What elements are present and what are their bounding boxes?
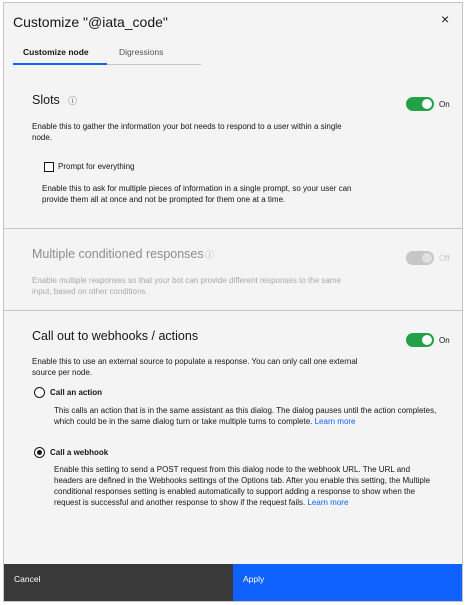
call-action-description xyxy=(54,405,439,427)
cancel-button[interactable]: Cancel xyxy=(4,564,233,601)
toggle-knob xyxy=(422,253,432,263)
multiple-responses-description: Enable multiple responses so that your bot can provide different responses to the same input, based on other conditions. xyxy=(32,276,341,296)
prompt-for-everything-checkbox[interactable] xyxy=(44,162,54,172)
multiple-responses-section xyxy=(4,229,462,311)
apply-button[interactable]: Apply xyxy=(233,564,462,601)
tab-digressions[interactable]: Digressions xyxy=(107,43,201,65)
toggle-knob xyxy=(422,99,432,109)
dialog-footer xyxy=(4,564,462,601)
webhooks-section xyxy=(4,311,462,561)
dialog-title: Customize "@iata_code" xyxy=(13,14,168,30)
customize-dialog xyxy=(3,2,463,602)
slots-description: Enable this to gather the information your bot needs to respond to a user within a single node. xyxy=(32,122,342,142)
info-icon: ⓘ xyxy=(205,250,215,260)
toggle-knob xyxy=(422,335,432,345)
call-webhook-radio[interactable] xyxy=(34,447,45,458)
prompt-for-everything-description: Enable this to ask for multiple pieces of information in a single prompt, so your user can provide them all at once and not be prompted for them one at a time. xyxy=(42,184,352,204)
call-webhook-label: Call a webhook xyxy=(50,448,109,457)
webhooks-toggle-label: On xyxy=(439,336,450,345)
slots-toggle-label: On xyxy=(439,100,450,109)
multiple-responses-toggle xyxy=(406,251,434,265)
call-action-description-text: This calls an action that is in the same assistant as this dialog. The dialog pauses until the action completes, which could be in the same dialog turn or take multiple turns to complete. xyxy=(54,406,437,426)
multiple-responses-title: Multiple conditioned responses xyxy=(32,247,204,261)
call-webhook-description-text: Enable this setting to send a POST request from this dialog node to the webhook URL. The URL and headers are defined in the Webhooks settings of the Options tab. After you enable this setting, the Multiple conditional responses setting is enabled automatically to support adding a response to show when the request is successful and another response to show if the request fails. xyxy=(54,465,431,507)
tab-list xyxy=(13,43,201,65)
call-action-label: Call an action xyxy=(50,388,103,397)
close-icon[interactable]: × xyxy=(441,11,450,27)
slots-title: Slots xyxy=(32,93,60,107)
call-action-learn-more-link[interactable]: Learn more xyxy=(314,417,356,426)
multiple-responses-toggle-label: Off xyxy=(439,254,450,263)
radio-dot xyxy=(37,450,42,455)
dialog-header xyxy=(4,3,462,69)
call-webhook-description xyxy=(54,464,439,508)
info-icon[interactable]: ⓘ xyxy=(68,96,78,106)
slots-section xyxy=(4,69,462,229)
webhooks-description: Enable this to use an external source to populate a response. You can only call one external source per node. xyxy=(32,357,358,377)
slots-toggle[interactable] xyxy=(406,97,434,111)
prompt-for-everything-label: Prompt for everything xyxy=(58,162,135,171)
webhooks-toggle[interactable] xyxy=(406,333,434,347)
call-webhook-learn-more-link[interactable]: Learn more xyxy=(307,498,349,507)
tab-customize-node[interactable]: Customize node xyxy=(13,43,107,65)
call-action-radio[interactable] xyxy=(34,387,45,398)
webhooks-title: Call out to webhooks / actions xyxy=(32,329,199,343)
